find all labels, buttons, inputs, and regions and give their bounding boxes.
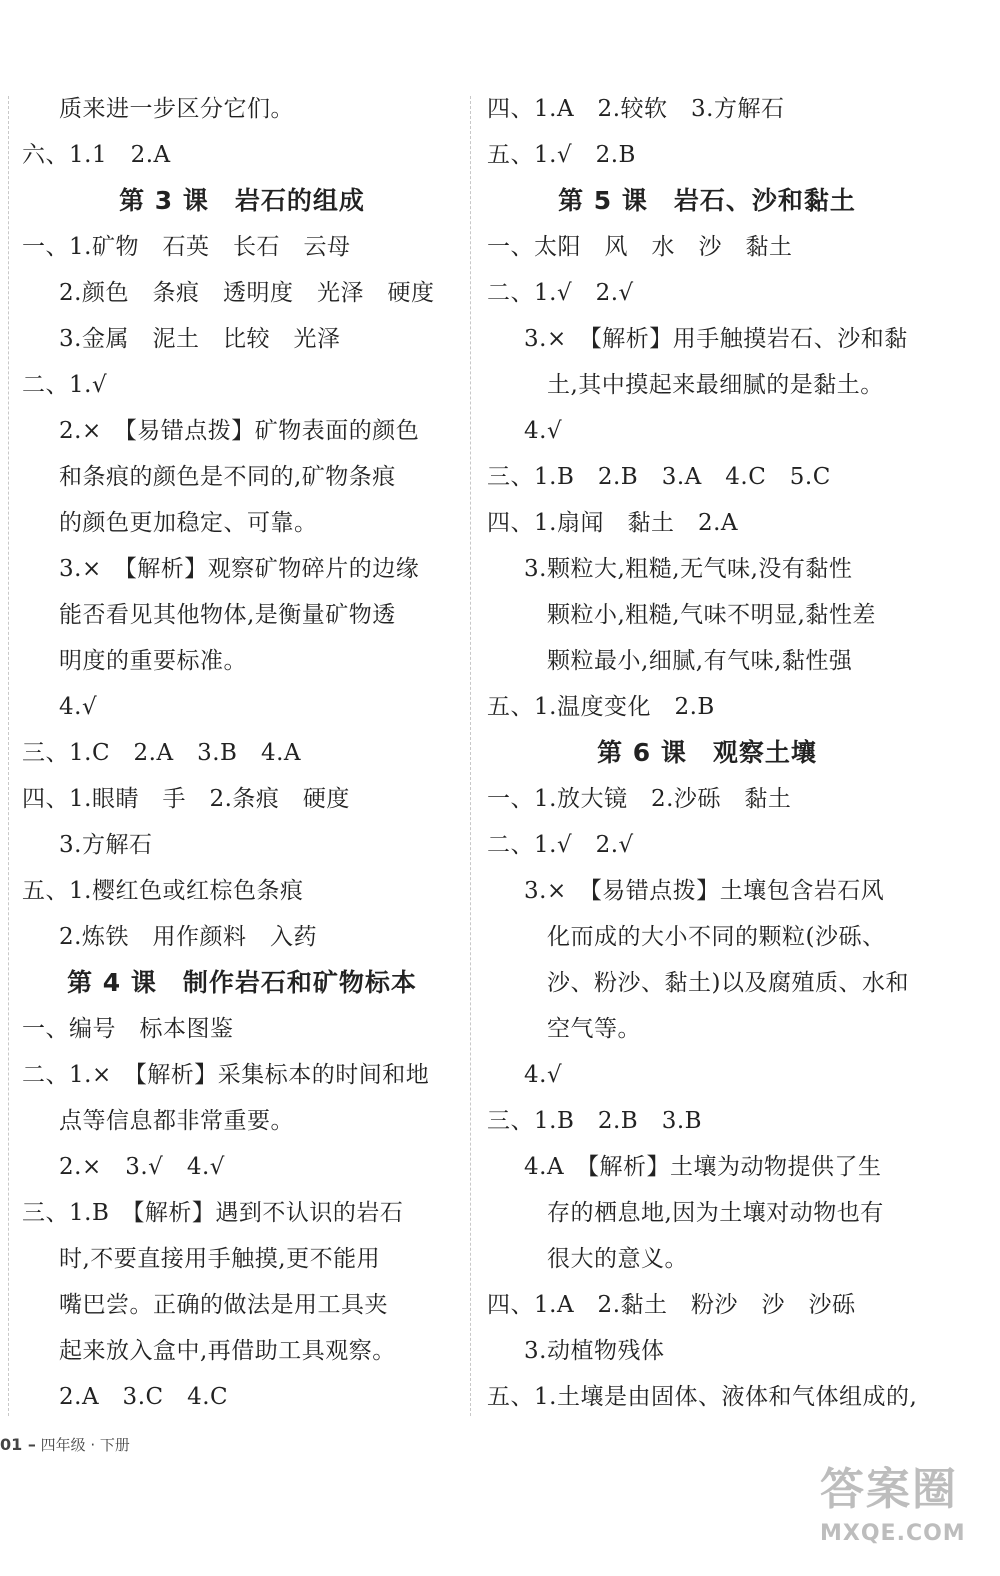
left-answer-line: 点等信息都非常重要。 (59, 1108, 294, 1134)
left-answer-line: 3.金属 泥土 比较 光泽 (59, 326, 341, 352)
right-answer-line: 4.√ (524, 1062, 563, 1088)
right-answer-line: 4.√ (524, 418, 563, 444)
page-footer (0, 1430, 130, 1460)
left-answer-line: 三、1.B 【解析】遇到不认识的岩石 (22, 1200, 404, 1226)
grade-label: 四年级 · 下册 (40, 1436, 130, 1454)
left-answer-line: 明度的重要标准。 (59, 648, 247, 674)
left-answer-line: 2.炼铁 用作颜料 入药 (59, 924, 317, 950)
page-number: 01 – (0, 1435, 36, 1454)
right-answer-line: 3.× 【解析】用手触摸岩石、沙和黏 (524, 326, 908, 352)
left-answer-line: 一、1.矿物 石英 长石 云母 (22, 234, 351, 260)
left-answer-line: 五、1.樱红色或红棕色条痕 (22, 878, 304, 904)
left-answer-line: 四、1.眼睛 手 2.条痕 硬度 (22, 786, 350, 812)
watermark-url: MXQE.COM (820, 1521, 966, 1546)
left-answer-line: 2.A 3.C 4.C (59, 1384, 229, 1410)
right-answer-line: 五、1.温度变化 2.B (487, 694, 715, 720)
right-answer-line: 3.× 【易错点拨】土壤包含岩石风 (524, 878, 885, 904)
right-answer-line: 颗粒小,粗糙,气味不明显,黏性差 (547, 602, 876, 628)
right-answer-line: 沙、粉沙、黏土)以及腐殖质、水和 (547, 970, 909, 996)
right-answer-line: 4.A 【解析】土壤为动物提供了生 (524, 1154, 882, 1180)
left-answer-line: 3.方解石 (59, 832, 153, 858)
left-answer-line: 三、1.C 2.A 3.B 4.A (22, 740, 301, 766)
right-answer-line: 四、1.扇闻 黏土 2.A (487, 510, 738, 536)
watermark (820, 1460, 990, 1570)
right-answer-line: 一、太阳 风 水 沙 黏土 (487, 234, 793, 260)
right-answer-line: 二、1.√ 2.√ (487, 832, 634, 858)
right-answer-line: 二、1.√ 2.√ (487, 280, 634, 306)
left-answer-line: 2.颜色 条痕 透明度 光泽 硬度 (59, 280, 435, 306)
left-answer-line: 二、1.√ (22, 372, 108, 398)
left-lesson-heading: 第 4 课 制作岩石和矿物标本 (67, 968, 417, 997)
left-answer-line: 2.× 3.√ 4.√ (59, 1154, 225, 1180)
left-answer-line: 二、1.× 【解析】采集标本的时间和地 (22, 1062, 430, 1088)
watermark-logo-text: 答案圈 (820, 1464, 958, 1515)
right-lesson-heading: 第 6 课 观察土壤 (597, 738, 817, 767)
right-answer-line: 土,其中摸起来最细腻的是黏土。 (547, 372, 884, 398)
right-answer-line: 三、1.B 2.B 3.B (487, 1108, 703, 1134)
left-answer-line: 质来进一步区分它们。 (59, 96, 294, 122)
left-lesson-heading: 第 3 课 岩石的组成 (119, 186, 365, 215)
right-lesson-heading: 第 5 课 岩石、沙和黏土 (558, 186, 856, 215)
left-answer-line: 六、1.1 2.A (22, 142, 171, 168)
column-divider (470, 96, 471, 1416)
right-answer-line: 3.颗粒大,粗糙,无气味,没有黏性 (524, 556, 853, 582)
right-answer-line: 3.动植物残体 (524, 1338, 665, 1364)
left-answer-line: 一、编号 标本图鉴 (22, 1016, 234, 1042)
left-answer-line: 2.× 【易错点拨】矿物表面的颜色 (59, 418, 420, 444)
right-answer-line: 四、1.A 2.较软 3.方解石 (487, 96, 785, 122)
right-answer-line: 空气等。 (547, 1016, 641, 1042)
right-answer-line: 一、1.放大镜 2.沙砾 黏土 (487, 786, 792, 812)
right-answer-line: 很大的意义。 (547, 1246, 688, 1272)
left-answer-line: 起来放入盒中,再借助工具观察。 (59, 1338, 396, 1364)
left-answer-line: 和条痕的颜色是不同的,矿物条痕 (59, 464, 396, 490)
left-answer-line: 3.× 【解析】观察矿物碎片的边缘 (59, 556, 420, 582)
right-answer-line: 存的栖息地,因为土壤对动物也有 (547, 1200, 884, 1226)
right-answer-line: 化而成的大小不同的颗粒(沙砾、 (547, 924, 886, 950)
right-answer-line: 四、1.A 2.黏土 粉沙 沙 沙砾 (487, 1292, 856, 1318)
left-answer-line: 的颜色更加稳定、可靠。 (59, 510, 318, 536)
left-answer-line: 4.√ (59, 694, 98, 720)
right-answer-line: 五、1.土壤是由固体、液体和气体组成的, (487, 1384, 918, 1410)
left-margin-divider (8, 96, 9, 1416)
left-answer-line: 嘴巴尝。正确的做法是用工具夹 (59, 1292, 388, 1318)
right-answer-line: 三、1.B 2.B 3.A 4.C 5.C (487, 464, 831, 490)
right-answer-line: 五、1.√ 2.B (487, 142, 636, 168)
left-answer-line: 能否看见其他物体,是衡量矿物透 (59, 602, 396, 628)
left-answer-line: 时,不要直接用手触摸,更不能用 (59, 1246, 381, 1272)
right-answer-line: 颗粒最小,细腻,有气味,黏性强 (547, 648, 853, 674)
